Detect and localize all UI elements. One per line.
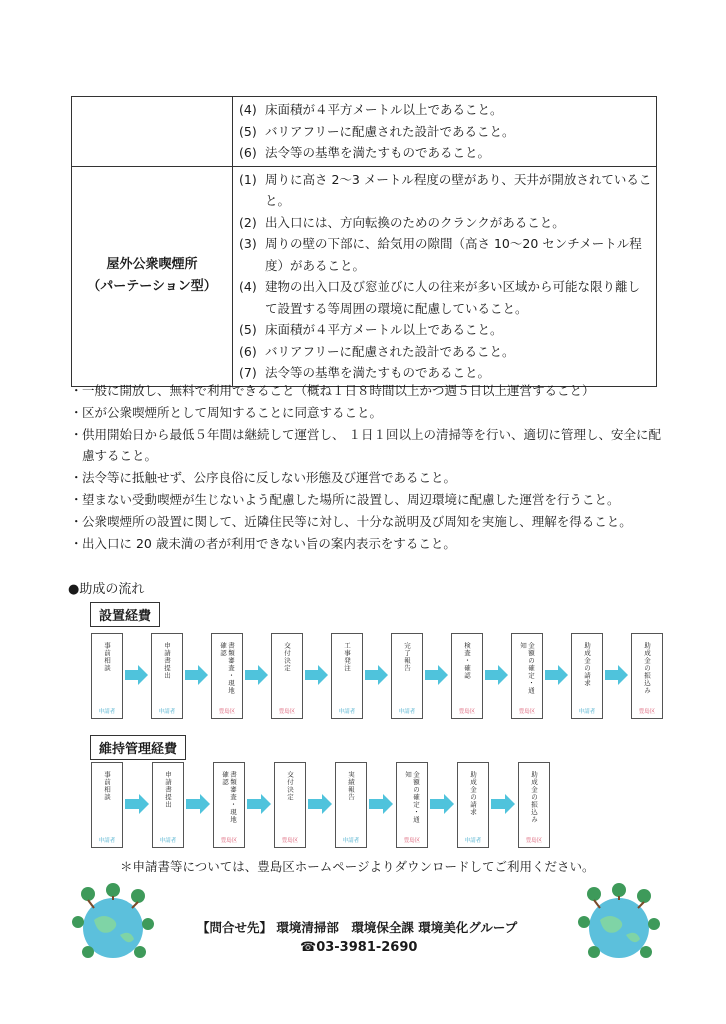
flow-step: [511, 633, 543, 719]
globe-tree-icon: [68, 880, 158, 965]
flow-step-label: 交付決定: [283, 642, 291, 672]
row-label-empty: [72, 97, 233, 167]
list-item: (4) 建物の出入口及び窓並びに人の往来が多い区域から可能な限り離して設置する等周囲の環境に配慮していること。: [239, 279, 641, 316]
flow-step-label: 申請書提出: [163, 642, 171, 680]
flow-heading: ●助成の流れ: [68, 582, 145, 597]
arrow-right-icon: [304, 665, 330, 685]
list-item: (7) 法令等の基準を満たすものであること。: [239, 365, 491, 380]
flow-step-actor: 豊島区: [281, 838, 299, 844]
list-item: ・ 区が公衆喫煙所として周知することに同意すること。: [70, 404, 383, 420]
list-item: ・ 一般に開放し、無料で利用できること（概ね１日８時間以上かつ週５日以上運営すること）: [70, 383, 595, 398]
flow-step: [391, 633, 423, 719]
flow-step: [211, 633, 243, 719]
flow-step-actor: 申請者: [464, 838, 482, 844]
flow-step-actor: 豊島区: [458, 709, 476, 715]
globe-tree-icon: [574, 880, 664, 965]
arrow-right-icon: [424, 665, 450, 685]
list-item: (4) 床面積が４平方メートル以上であること。: [239, 102, 503, 117]
requirements-table: [71, 96, 657, 387]
flow-step-label: 申請書提出: [164, 771, 172, 809]
row-label: [72, 166, 233, 386]
row-label-line1: 屋外公衆喫煙所: [106, 257, 198, 272]
arrow-right-icon: [246, 794, 273, 814]
list-item: ・ 供用開始日から最低５年間は継続して運営し、 １日１回以上の清掃等を行い、適切に管理し、安全に配慮すること。: [70, 426, 661, 464]
row2-items: [233, 166, 657, 386]
flow-step-label: 事前相談: [103, 642, 111, 672]
flow-step: [396, 762, 428, 848]
list-item: (5) バリアフリーに配慮された設計であること。: [239, 123, 515, 139]
arrow-right-icon: [490, 794, 517, 814]
arrow-right-icon: [307, 794, 334, 814]
flow-step-label: 検査・確認: [463, 642, 471, 680]
arrow-right-icon: [184, 665, 210, 685]
flow-step-label: 工事発注: [343, 642, 351, 672]
contact-info: 【問合せ先】 環境清掃部 環境保全課 環境美化グループ: [197, 920, 518, 935]
flow-step-actor: 申請者: [98, 838, 116, 844]
arrow-right-icon: [429, 794, 456, 814]
flow-step-label: 助成金の請求: [583, 642, 591, 687]
flow-step-actor: 申請者: [159, 838, 177, 844]
flow-step-label: 完了報告: [403, 642, 411, 672]
arrow-right-icon: [604, 665, 630, 685]
flow-step-label: 書類審査・現地確認: [221, 771, 237, 824]
flow-step: [91, 762, 123, 848]
flow-step-actor: 豊島区: [525, 838, 543, 844]
arrow-right-icon: [364, 665, 390, 685]
flow-step-actor: 申請者: [98, 709, 116, 715]
download-note: ＊申請書等については、豊島区ホームページよりダウンロードしてご利用ください。: [120, 859, 595, 874]
list-item: (6) バリアフリーに配慮された設計であること。: [239, 343, 515, 359]
list-item: (6) 法令等の基準を満たすものであること。: [239, 145, 491, 160]
flow-step: [91, 633, 123, 719]
arrow-right-icon: [544, 665, 570, 685]
row-label-line2: （パーテーション型）: [87, 279, 217, 294]
arrow-right-icon: [368, 794, 395, 814]
flow-step-actor: 豊島区: [278, 709, 296, 715]
flow-step-actor: 豊島区: [518, 709, 536, 715]
flow-step-actor: 豊島区: [220, 838, 238, 844]
flow-step: [451, 633, 483, 719]
row1-items: [233, 97, 657, 167]
arrow-right-icon: [484, 665, 510, 685]
flow-step-label: 交付決定: [286, 771, 294, 801]
flow-step-label: 書類審査・現地確認: [219, 642, 235, 695]
arrow-right-icon: [244, 665, 270, 685]
list-item: (3) 周りの壁の下部に、給気用の隙間（高さ 10～20 センチメートル程度）があること。: [239, 236, 642, 273]
flow-step-actor: 申請者: [158, 709, 176, 715]
flow-step: [518, 762, 550, 848]
flow-step: [335, 762, 367, 848]
conditions-list: [70, 380, 670, 554]
flow-step-actor: 豊島区: [403, 838, 421, 844]
phone-number: ☎03-3981-2690: [300, 940, 418, 955]
flow-step: [571, 633, 603, 719]
list-item: ・ 公衆喫煙所の設置に関して、近隣住民等に対し、十分な説明及び周知を実施し、理解を得ること。: [70, 513, 632, 529]
list-item: (2) 出入口には、方向転換のためのクランクがあること。: [239, 214, 565, 230]
list-item: ・ 望まない受動喫煙が生じないよう配慮した場所に設置し、周辺環境に配慮した運営を行うこと。: [70, 491, 620, 507]
arrow-right-icon: [124, 794, 151, 814]
table-row: [72, 166, 657, 386]
flow-step-label: 助成金の請求: [469, 771, 477, 816]
flow-step-actor: 申請者: [342, 838, 360, 844]
flow-step-actor: 申請者: [578, 709, 596, 715]
flow-step: [151, 633, 183, 719]
list-item: ・ 出入口に 20 歳未満の者が利用できない旨の案内表示をすること。: [70, 535, 456, 551]
flow-step: [631, 633, 663, 719]
list-item: (1) 周りに高さ 2～3 メートル程度の壁があり、天井が開放されていること。: [239, 171, 652, 208]
flow-step: [271, 633, 303, 719]
flow-step-label: 金額の確定・通知: [519, 642, 535, 695]
flow-step-label: 実績報告: [347, 771, 355, 801]
flow-step-label: 事前相談: [103, 771, 111, 801]
flow-step-actor: 豊島区: [638, 709, 656, 715]
list-item: ・ 法令等に抵触せず、公序良俗に反しない形態及び運営であること。: [70, 470, 457, 486]
flow-step-label: 助成金の振込み: [643, 642, 651, 695]
flow-step-actor: 申請者: [338, 709, 356, 715]
flow-step-label: 助成金の振込み: [530, 771, 538, 824]
flow-step-label: 金額の確定・通知: [404, 771, 420, 824]
list-item: (5) 床面積が４平方メートル以上であること。: [239, 322, 503, 337]
flow-step: [213, 762, 245, 848]
arrow-right-icon: [185, 794, 212, 814]
flow-step-actor: 豊島区: [218, 709, 236, 715]
table-row: [72, 97, 657, 167]
flow-step: [331, 633, 363, 719]
arrow-right-icon: [124, 665, 150, 685]
maintenance-title: 維持管理経費: [90, 735, 186, 760]
flow-step: [457, 762, 489, 848]
flow-step-actor: 申請者: [398, 709, 416, 715]
flow-step: [152, 762, 184, 848]
setup-title: 設置経費: [90, 602, 160, 627]
flow-step: [274, 762, 306, 848]
